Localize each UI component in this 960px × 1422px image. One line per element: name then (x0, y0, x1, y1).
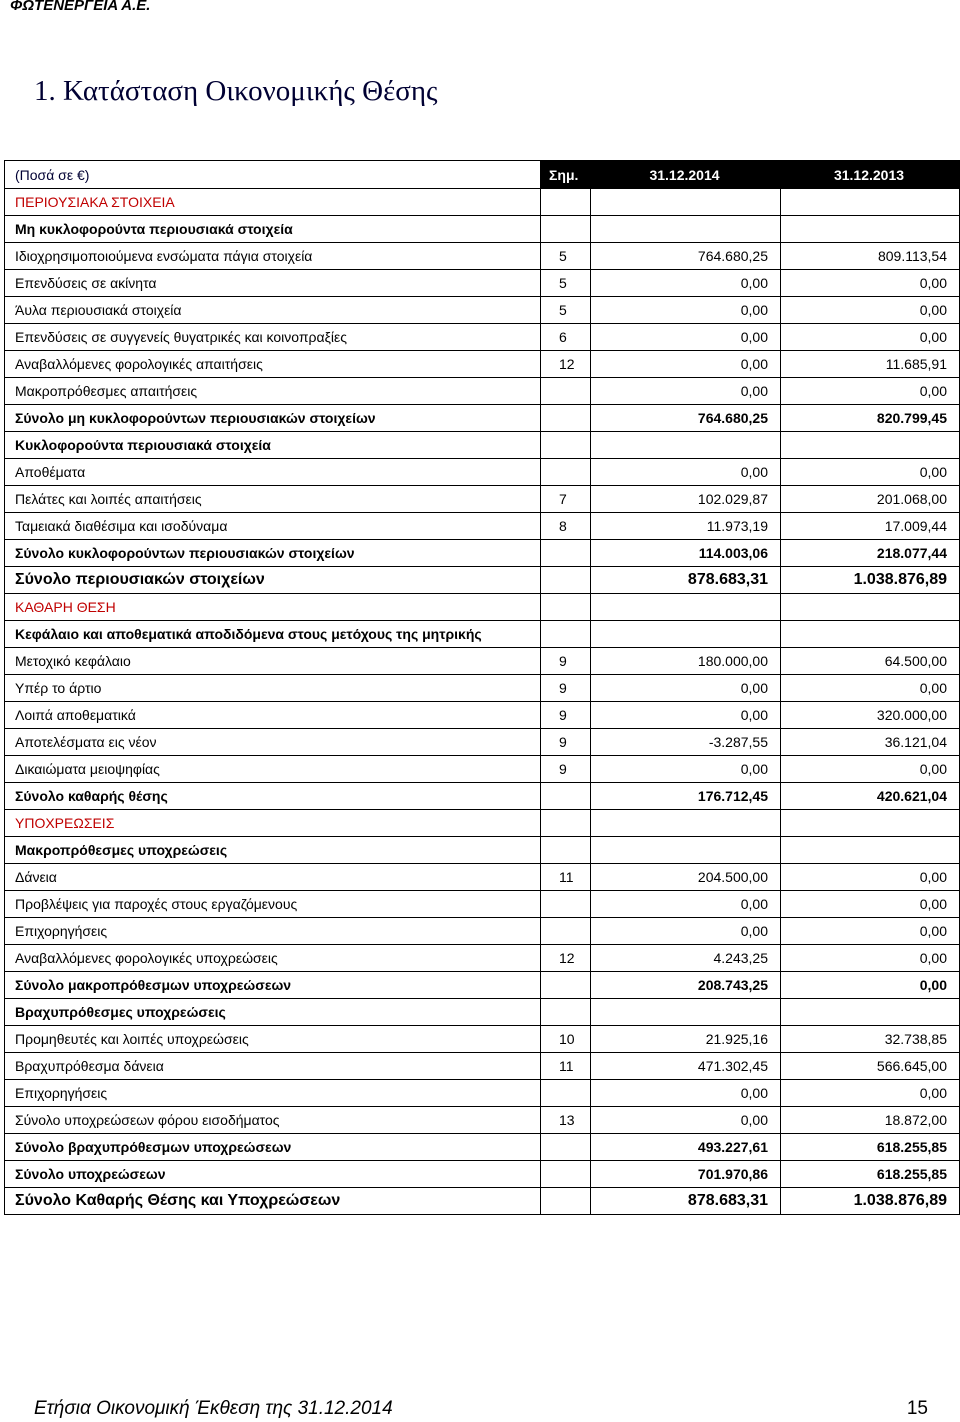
row-value-2014: 102.029,87 (591, 486, 781, 513)
row-value-2014: 764.680,25 (591, 405, 781, 432)
row-note: 11 (541, 864, 591, 891)
table-row (5, 675, 960, 702)
row-value-2014: 878.683,31 (591, 1188, 781, 1215)
row-note: 10 (541, 1026, 591, 1053)
row-label: Επενδύσεις σε συγγενείς θυγατρικές και κοινοπραξίες (5, 324, 541, 351)
row-value-2013: 0,00 (781, 270, 960, 297)
group-heading-row (5, 432, 960, 459)
row-note (541, 567, 591, 594)
row-value-2014: 0,00 (591, 756, 781, 783)
row-note (541, 621, 591, 648)
row-note (541, 432, 591, 459)
row-value-2014: 114.003,06 (591, 540, 781, 567)
row-value-2014: 0,00 (591, 351, 781, 378)
row-value-2013: 1.038.876,89 (781, 1188, 960, 1215)
row-value-2013 (781, 432, 960, 459)
total-row (5, 1161, 960, 1188)
row-note (541, 783, 591, 810)
row-note (541, 1161, 591, 1188)
row-label: Βραχυπρόθεσμα δάνεια (5, 1053, 541, 1080)
row-value-2014: 764.680,25 (591, 243, 781, 270)
row-note: 8 (541, 513, 591, 540)
table-row (5, 945, 960, 972)
row-label: ΠΕΡΙΟΥΣΙΑΚΑ ΣΤΟΙΧΕΙΑ (5, 189, 541, 216)
page-title: 1. Κατάσταση Οικονομικής Θέσης (34, 75, 438, 107)
row-label: Δάνεια (5, 864, 541, 891)
total-row (5, 783, 960, 810)
row-note (541, 810, 591, 837)
row-value-2013: 320.000,00 (781, 702, 960, 729)
table-row (5, 486, 960, 513)
row-label: Προμηθευτές και λοιπές υποχρεώσεις (5, 1026, 541, 1053)
row-value-2014: 0,00 (591, 378, 781, 405)
row-value-2013: 11.685,91 (781, 351, 960, 378)
row-label: Αναβαλλόμενες φορολογικές απαιτήσεις (5, 351, 541, 378)
section-heading-row (5, 810, 960, 837)
row-label: ΥΠΟΧΡΕΩΣΕΙΣ (5, 810, 541, 837)
note-column-header: Σημ. (541, 161, 591, 189)
row-label: Μετοχικό κεφάλαιο (5, 648, 541, 675)
row-value-2013: 618.255,85 (781, 1134, 960, 1161)
total-row (5, 567, 960, 594)
row-label: Σύνολο περιουσιακών στοιχείων (5, 567, 541, 594)
row-label: Σύνολο Καθαρής Θέσης και Υποχρεώσεων (5, 1188, 541, 1215)
row-label: Ταμειακά διαθέσιμα και ισοδύναμα (5, 513, 541, 540)
row-value-2013: 17.009,44 (781, 513, 960, 540)
row-value-2013: 0,00 (781, 675, 960, 702)
row-value-2013 (781, 810, 960, 837)
row-value-2014: 0,00 (591, 702, 781, 729)
row-note: 5 (541, 297, 591, 324)
row-value-2014: 0,00 (591, 324, 781, 351)
row-label: Μη κυκλοφορούντα περιουσιακά στοιχεία (5, 216, 541, 243)
row-value-2013 (781, 216, 960, 243)
row-value-2014: 0,00 (591, 459, 781, 486)
row-value-2014: 11.973,19 (591, 513, 781, 540)
row-value-2014 (591, 621, 781, 648)
row-label: Κεφάλαιο και αποθεματικά αποδιδόμενα στους μετόχους της μητρικής (5, 621, 541, 648)
row-value-2013: 566.645,00 (781, 1053, 960, 1080)
table-row (5, 756, 960, 783)
row-label: Σύνολο κυκλοφορούντων περιουσιακών στοιχείων (5, 540, 541, 567)
row-value-2014: 0,00 (591, 918, 781, 945)
row-note: 9 (541, 729, 591, 756)
row-label: Επενδύσεις σε ακίνητα (5, 270, 541, 297)
row-value-2014: 208.743,25 (591, 972, 781, 999)
row-value-2014: 878.683,31 (591, 567, 781, 594)
row-note (541, 1134, 591, 1161)
row-label: Ιδιοχρησιμοποιούμενα ενσώματα πάγια στοιχεία (5, 243, 541, 270)
row-value-2014: 176.712,45 (591, 783, 781, 810)
row-note (541, 918, 591, 945)
table-row (5, 270, 960, 297)
table-row (5, 864, 960, 891)
row-label: Μακροπρόθεσμες υποχρεώσεις (5, 837, 541, 864)
row-value-2014: 0,00 (591, 297, 781, 324)
group-heading-row (5, 999, 960, 1026)
row-note (541, 891, 591, 918)
row-label: Δικαιώματα μειοψηφίας (5, 756, 541, 783)
row-label: ΚΑΘΑΡΗ ΘΕΣΗ (5, 594, 541, 621)
row-value-2014: 4.243,25 (591, 945, 781, 972)
row-value-2013: 0,00 (781, 378, 960, 405)
row-label: Σύνολο υποχρεώσεων (5, 1161, 541, 1188)
table-row (5, 297, 960, 324)
table-row (5, 1080, 960, 1107)
row-label: Σύνολο υποχρεώσεων φόρου εισοδήματος (5, 1107, 541, 1134)
group-heading-row (5, 216, 960, 243)
row-value-2014: 0,00 (591, 1107, 781, 1134)
row-value-2014: 493.227,61 (591, 1134, 781, 1161)
table-row (5, 243, 960, 270)
row-note (541, 972, 591, 999)
row-label: Επιχορηγήσεις (5, 1080, 541, 1107)
row-note: 7 (541, 486, 591, 513)
total-row (5, 972, 960, 999)
row-label: Σύνολο καθαρής θέσης (5, 783, 541, 810)
table-row (5, 702, 960, 729)
row-value-2013: 0,00 (781, 918, 960, 945)
row-label: Βραχυπρόθεσμες υποχρεώσεις (5, 999, 541, 1026)
row-value-2013 (781, 999, 960, 1026)
row-note: 11 (541, 1053, 591, 1080)
row-note (541, 837, 591, 864)
row-note (541, 189, 591, 216)
group-heading-row (5, 837, 960, 864)
row-value-2013: 420.621,04 (781, 783, 960, 810)
row-note: 6 (541, 324, 591, 351)
balance-sheet-table (4, 160, 960, 1215)
row-note (541, 540, 591, 567)
table-row (5, 324, 960, 351)
table-row (5, 729, 960, 756)
row-note: 5 (541, 270, 591, 297)
row-value-2014 (591, 216, 781, 243)
table-row (5, 459, 960, 486)
row-label: Αποτελέσματα εις νέον (5, 729, 541, 756)
row-value-2013: 64.500,00 (781, 648, 960, 675)
row-value-2013: 0,00 (781, 1080, 960, 1107)
row-note: 9 (541, 675, 591, 702)
row-value-2014 (591, 432, 781, 459)
section-heading-row (5, 189, 960, 216)
row-value-2013: 0,00 (781, 459, 960, 486)
table-row (5, 1026, 960, 1053)
footer-report-title: Ετήσια Οικονομική Έκθεση της 31.12.2014 (34, 1398, 393, 1419)
table-header-row (5, 161, 960, 189)
row-value-2013: 809.113,54 (781, 243, 960, 270)
row-value-2013 (781, 621, 960, 648)
row-note: 9 (541, 756, 591, 783)
row-value-2013: 218.077,44 (781, 540, 960, 567)
row-value-2013: 0,00 (781, 756, 960, 783)
row-value-2014 (591, 189, 781, 216)
table-row (5, 1053, 960, 1080)
row-value-2013: 0,00 (781, 864, 960, 891)
row-note (541, 999, 591, 1026)
row-value-2013: 820.799,45 (781, 405, 960, 432)
row-label: Κυκλοφορούντα περιουσιακά στοιχεία (5, 432, 541, 459)
table-row (5, 891, 960, 918)
row-label: Λοιπά αποθεματικά (5, 702, 541, 729)
table-row (5, 918, 960, 945)
total-row (5, 1134, 960, 1161)
table-row (5, 351, 960, 378)
row-value-2013: 36.121,04 (781, 729, 960, 756)
row-label: Άυλα περιουσιακά στοιχεία (5, 297, 541, 324)
row-note: 13 (541, 1107, 591, 1134)
row-value-2013 (781, 837, 960, 864)
year-2013-header: 31.12.2013 (781, 161, 960, 189)
row-value-2013: 0,00 (781, 297, 960, 324)
currency-label: (Ποσά σε €) (5, 161, 541, 189)
row-value-2014: 0,00 (591, 1080, 781, 1107)
group-heading-row (5, 621, 960, 648)
row-label: Σύνολο μακροπρόθεσμων υποχρεώσεων (5, 972, 541, 999)
row-label: Προβλέψεις για παροχές στους εργαζόμενους (5, 891, 541, 918)
row-value-2014: 180.000,00 (591, 648, 781, 675)
row-label: Αναβαλλόμενες φορολογικές υποχρεώσεις (5, 945, 541, 972)
year-2014-header: 31.12.2014 (591, 161, 781, 189)
row-value-2013: 32.738,85 (781, 1026, 960, 1053)
row-note (541, 459, 591, 486)
section-heading-row (5, 594, 960, 621)
row-value-2014: 0,00 (591, 891, 781, 918)
row-value-2013: 0,00 (781, 972, 960, 999)
page-number: 15 (906, 1398, 928, 1419)
row-value-2014 (591, 837, 781, 864)
total-row (5, 540, 960, 567)
row-note: 9 (541, 648, 591, 675)
row-value-2013 (781, 594, 960, 621)
row-note (541, 216, 591, 243)
row-note: 12 (541, 351, 591, 378)
row-label: Μακροπρόθεσμες απαιτήσεις (5, 378, 541, 405)
table-row (5, 378, 960, 405)
row-label: Επιχορηγήσεις (5, 918, 541, 945)
total-row (5, 1188, 960, 1215)
row-label: Σύνολο βραχυπρόθεσμων υποχρεώσεων (5, 1134, 541, 1161)
row-value-2014: 204.500,00 (591, 864, 781, 891)
row-value-2014: 471.302,45 (591, 1053, 781, 1080)
row-value-2014 (591, 810, 781, 837)
row-value-2014: 0,00 (591, 270, 781, 297)
row-value-2014: 701.970,86 (591, 1161, 781, 1188)
row-label: Υπέρ το άρτιο (5, 675, 541, 702)
row-value-2013: 18.872,00 (781, 1107, 960, 1134)
row-label: Πελάτες και λοιπές απαιτήσεις (5, 486, 541, 513)
row-label: Αποθέματα (5, 459, 541, 486)
total-row (5, 405, 960, 432)
company-name: ΦΩΤΕΝΕΡΓΕΙΑ Α.Ε. (10, 0, 151, 14)
row-value-2014: -3.287,55 (591, 729, 781, 756)
table-row (5, 648, 960, 675)
row-value-2014 (591, 594, 781, 621)
row-value-2013: 0,00 (781, 324, 960, 351)
row-value-2014: 21.925,16 (591, 1026, 781, 1053)
row-value-2013: 201.068,00 (781, 486, 960, 513)
row-note (541, 1188, 591, 1215)
row-value-2013: 1.038.876,89 (781, 567, 960, 594)
table-row (5, 513, 960, 540)
row-label: Σύνολο μη κυκλοφορούντων περιουσιακών στοιχείων (5, 405, 541, 432)
row-note: 12 (541, 945, 591, 972)
row-note: 9 (541, 702, 591, 729)
row-note (541, 594, 591, 621)
row-value-2013: 0,00 (781, 891, 960, 918)
row-note (541, 1080, 591, 1107)
row-note (541, 405, 591, 432)
row-note (541, 378, 591, 405)
row-value-2013 (781, 189, 960, 216)
row-value-2014: 0,00 (591, 675, 781, 702)
table-row (5, 1107, 960, 1134)
row-value-2013: 618.255,85 (781, 1161, 960, 1188)
row-note: 5 (541, 243, 591, 270)
row-value-2014 (591, 999, 781, 1026)
row-value-2013: 0,00 (781, 945, 960, 972)
